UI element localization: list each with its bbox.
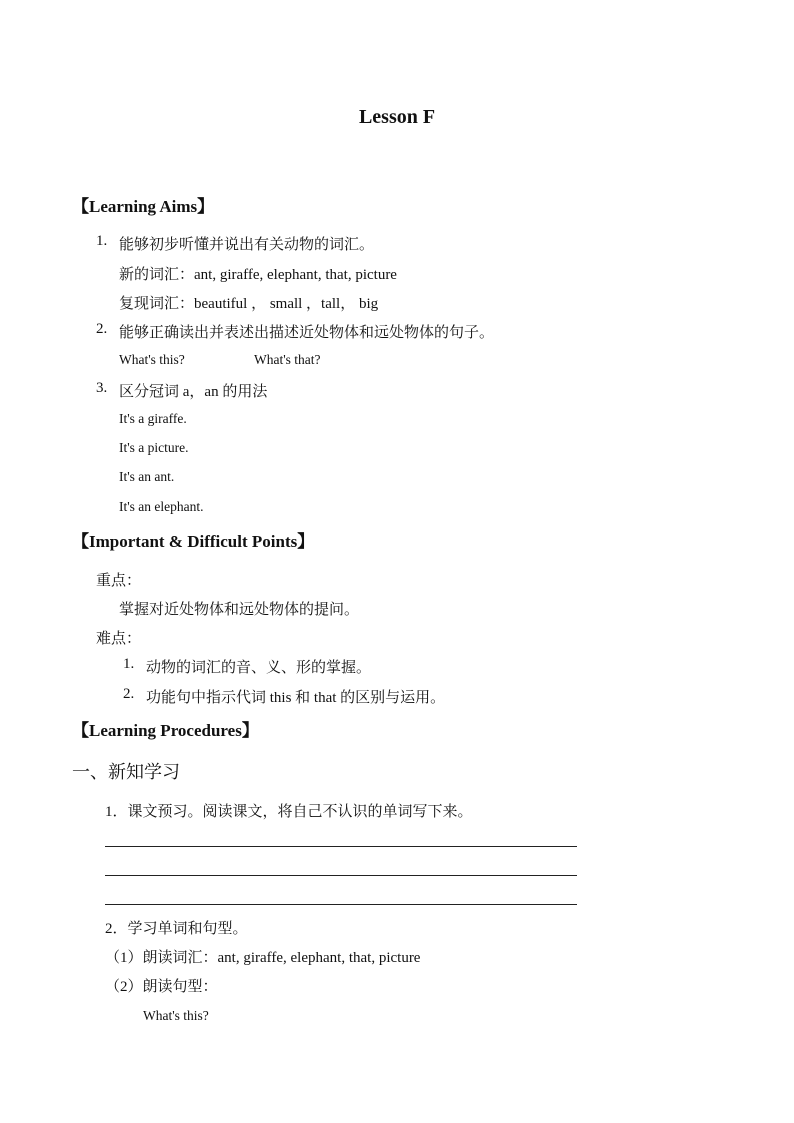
sub-step-1-text: （1）朗读词汇：ant, giraffe, elephant, that, picture bbox=[105, 950, 421, 966]
section-heading-key-points: 【Important & Difficult Points】 bbox=[72, 532, 315, 551]
part-1-heading: 一、新知学习 bbox=[72, 762, 180, 782]
question-whats-that: What's that? bbox=[254, 352, 321, 367]
step-2-text: 2．学习单词和句型。 bbox=[105, 921, 248, 937]
sub-step-2-text: （2）朗读句型： bbox=[105, 979, 218, 995]
writing-line[interactable] bbox=[105, 904, 577, 905]
key-point-label: 重点： bbox=[96, 573, 142, 589]
aim-3-number: 3. bbox=[96, 380, 108, 396]
difficult-point-2-number: 2. bbox=[123, 686, 135, 702]
key-point-text: 掌握对近处物体和远处物体的提问。 bbox=[119, 602, 360, 618]
aim-3-text: 区分冠词 a，an 的用法 bbox=[119, 384, 268, 400]
writing-line[interactable] bbox=[105, 875, 577, 876]
aim-1-number: 1. bbox=[96, 233, 108, 249]
new-vocabulary-line: 新的词汇：ant, giraffe, elephant, that, picture bbox=[119, 267, 397, 283]
writing-line[interactable] bbox=[105, 846, 577, 847]
difficult-point-1-number: 1. bbox=[123, 656, 135, 672]
example-sentence: It's a picture. bbox=[119, 440, 189, 455]
example-sentence: It's a giraffe. bbox=[119, 411, 187, 426]
difficult-point-label: 难点： bbox=[96, 631, 142, 647]
aim-1-text: 能够初步听懂并说出有关动物的词汇。 bbox=[119, 237, 375, 253]
difficult-point-1-text: 动物的词汇的音、义、形的掌握。 bbox=[146, 660, 372, 676]
example-sentence: It's an ant. bbox=[119, 469, 175, 484]
page-title: Lesson F bbox=[358, 106, 436, 128]
difficult-point-2-text: 功能句中指示代词 this 和 that 的区别与运用。 bbox=[146, 690, 446, 706]
example-sentence: It's an elephant. bbox=[119, 499, 204, 514]
question-whats-this: What's this? bbox=[119, 352, 185, 367]
section-heading-procedures: 【Learning Procedures】 bbox=[72, 721, 259, 740]
step-1-text: 1．课文预习。阅读课文，将自己不认识的单词写下来。 bbox=[105, 804, 473, 820]
aim-2-text: 能够正确读出并表述出描述近处物体和远处物体的句子。 bbox=[119, 325, 495, 341]
review-vocabulary-line: 复现词汇：beautiful ， small ，tall， big bbox=[119, 296, 379, 312]
practice-sentence: What's this? bbox=[143, 1008, 209, 1023]
aim-2-number: 2. bbox=[96, 321, 108, 337]
section-heading-learning-aims: 【Learning Aims】 bbox=[72, 197, 215, 216]
